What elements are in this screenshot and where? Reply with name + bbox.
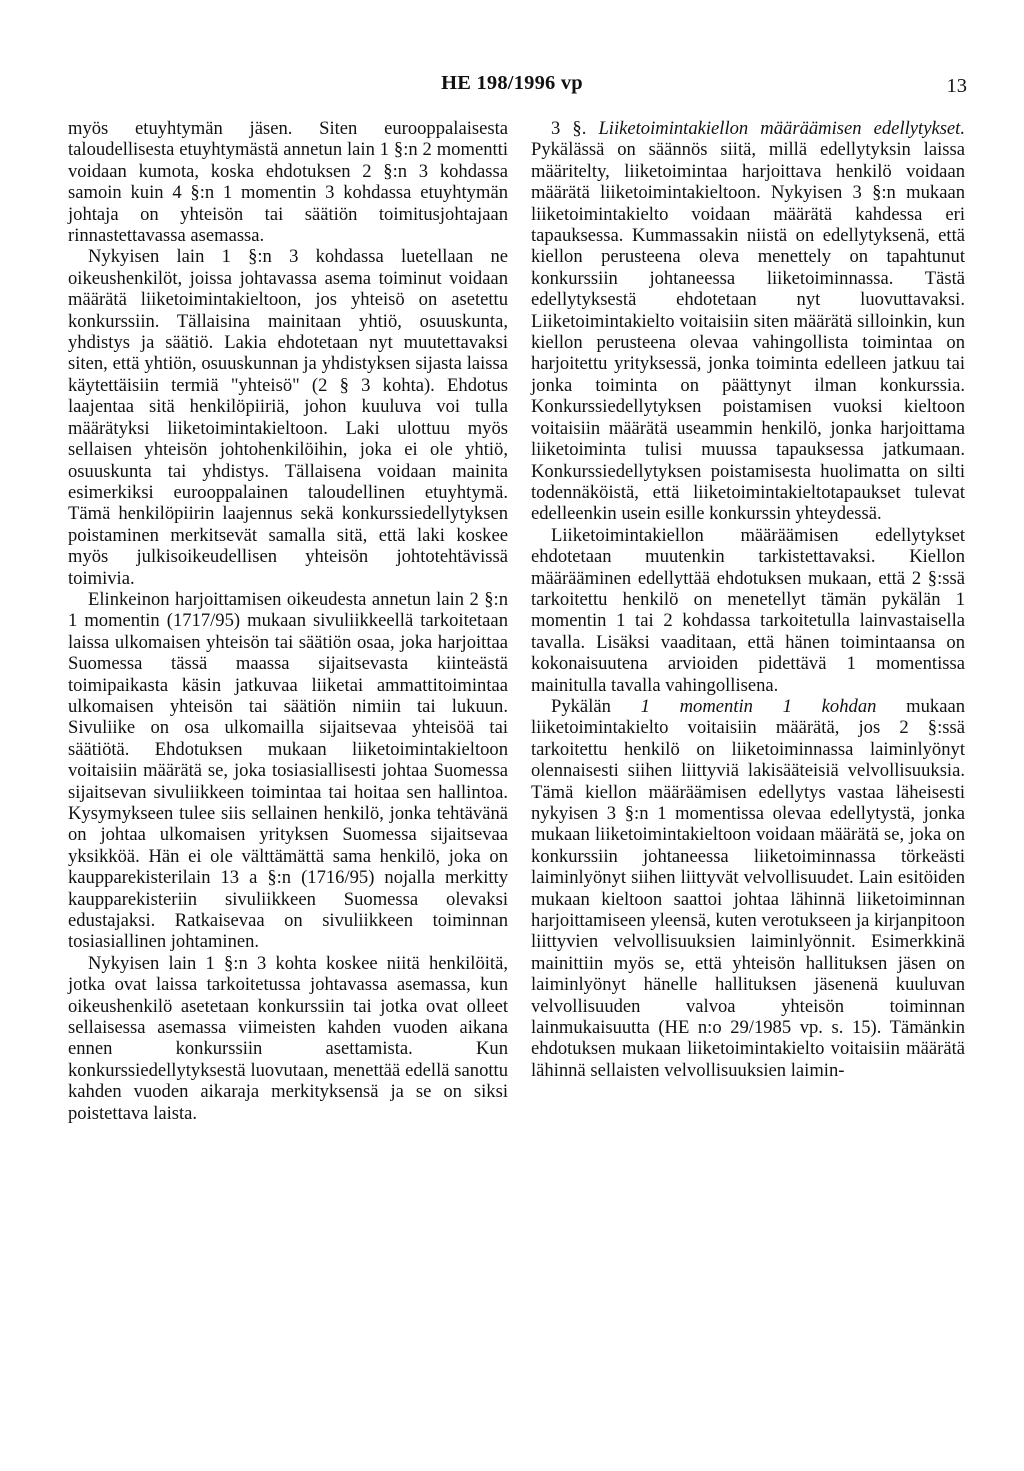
left-paragraph-1: myös etuyhtymän jäsen. Siten eurooppalaisesta taloudellisesta etuyhtymästä annetun lain 1 §:n 2 momentti voidaan kumota, koska ehdotuksen 2 §:n 3 kohdassa samoin kuin 4 §:n 1 momentin 3 kohdassa etuyhtymän johtaja on yhteisön tai säätiön toimitusjohtajaan rinnastettavassa asemassa.	[68, 118, 508, 247]
page-header	[0, 72, 1024, 102]
left-paragraph-3: Elinkeinon harjoittamisen oikeudesta annetun lain 2 §:n 1 momentin (1717/95) mukaan sivuliikkeellä tarkoitetaan laissa ulkomaisen yhteisön tai säätiön osaa, joka harjoittaa Suomessa tässä maassa sijaitsevasta kiinteästä toimipaikasta käsin jatkuvaa liiketai ammattitoimintaa ulkomaisen yhteisön tai säätiön nimiin tai lukuun. Sivuliike on osa ulkomailla sijaitsevaa yhteisöä tai säätiötä. Ehdotuksen mukaan liiketoimintakieltoon voitaisiin määrätä se, joka tosiasiallisesti johtaa Suomessa sijaitsevan sivuliikkeen toimintaa tai hoitaa sen hallintoa. Kysymykseen tulee siis sellainen henkilö, jonka tehtävänä on johtaa ulkomaisen yrityksen Suomessa sijaitsevaa yksikköä. Hän ei ole välttämättä sama henkilö, joka on kaupparekisterilain 13 a §:n (1716/95) nojalla merkitty kaupparekisteriin sivuliikkeen Suomessa olevaksi edustajaksi. Ratkaisevaa on sivuliikkeen toiminnan tosiasiallinen johtaminen.	[68, 588, 508, 953]
left-paragraph-2: Nykyisen lain 1 §:n 3 kohdassa luetellaan ne oikeushenkilöt, joissa johtavassa asema toiminut voidaan määrätä liiketoimintakieltoon, jos yhteisö on asetettu konkurssiin. Tällaisina mainitaan yhtiö, osuuskunta, yhdistys ja säätiö. Lakia ehdotetaan nyt muutettavaksi siten, että yhtiön, osuuskunnan ja yhdistyksen sijasta laissa käytettäisiin termiä "yhteisö" (2 § 3 kohta). Ehdotus laajentaa sitä henkilöpiiriä, johon kuuluva voi tulla määrätyksi liiketoimintakieltoon. Laki ulottuu myös sellaisen yhteisön johtohenkilöihin, joka ei ole yhtiö, osuuskunta tai yhdistys. Tällaisena voidaan mainita esimerkiksi eurooppalainen taloudellinen etuyhtymä. Tämä henkilöpiirin laajennus sekä konkurssiedellytyksen poistaminen merkitsevät samalla sitä, että laki koskee myös julkisoikeudellisen yhteisön johtotehtävissä toimivia.	[68, 246, 508, 589]
section-title: Liiketoimintakiellon määräämisen edellytykset.	[598, 118, 965, 139]
right-paragraph-2: Liiketoimintakiellon määräämisen edellytykset ehdotetaan muutenkin tarkistettavaksi. Kiellon määrääminen edellyttää ehdotuksen mukaan, että 2 §:ssä tarkoitettu henkilö on menetellyt tämän pykälän 1 momentin 1 tai 2 kohdassa tarkoitetulla lainvastaisella tavalla. Lisäksi vaaditaan, että hänen toimintaansa on kokonaisuutena arvioiden pidettävä 1 momentissa mainitulla tavalla vahingollisena.	[531, 524, 965, 696]
paragraph-3-prefix: Pykälän	[551, 695, 611, 717]
left-paragraph-4: Nykyisen lain 1 §:n 3 kohta koskee niitä henkilöitä, jotka ovat laissa tarkoitetussa johtavassa asemassa, kun oikeushenkilö asetetaan konkurssiin tai jotka ovat olleet sellaisessa asemassa viimeisten kahden vuoden aikana ennen konkurssiin asettamista. Kun konkurssiedellytyksestä luovutaan, menettää edellä sanottu kahden vuoden aikaraja merkityksensä ja se on siksi poistettava laista.	[68, 952, 508, 1124]
section-3-paragraph	[531, 118, 965, 525]
right-column	[531, 118, 965, 1081]
right-paragraph-3	[531, 696, 965, 1081]
section-text: Pykälässä on säännös siitä, millä edellytyksin laissa määritelty, liiketoimintaa harjoittava henkilö voidaan määrätä liiketoimintakieltoon. Nykyisen 3 §:n mukaan liiketoimintakielto voidaan määrätä kahdessa eri tapauksessa. Kummassakin niistä on edellytyksenä, että kiellon perusteena oleva menettely on tapahtunut konkurssiin johtaneessa liiketoiminnassa. Tästä edellytyksestä ehdotetaan nyt luovuttavaksi. Liiketoimintakielto voitaisiin siten määrätä silloinkin, kun kiellon perusteena olevaa vahingollista toimintaa on harjoitettu yrityksessä, jonka toiminta edelleen jatkuu tai jonka toiminta on päättynyt ilman konkurssia. Konkurssiedellytyksen poistamisen vuoksi kieltoon voitaisiin määrätä useammin henkilö, jonka harjoittama liiketoiminta tulisi muussa tapauksessa jatkumaan. Konkurssiedellytyksen poistamisesta huolimatta on silti todennäköistä, että liiketoimintakieltotapaukset tulevat edelleenkin usein esille konkurssin yhteydessä.	[531, 139, 965, 525]
left-column	[68, 118, 508, 1124]
section-number: 3 §.	[551, 118, 587, 139]
document-title: HE 198/1996 vp	[441, 72, 583, 94]
paragraph-3-text: mukaan liiketoimintakielto voitaisiin määrätä, jos 2 §:ssä tarkoitettu henkilö on liiketoiminnassa laiminlyönyt olennaisesti siihen liittyviä lakisääteisiä velvollisuuksia. Tämä kiellon määräämisen edellytys vastaa läheisesti nykyisen 3 §:n 1 momentissa olevaa edellytystä, jonka mukaan liiketoimintakieltoon voidaan määrätä se, joka on konkurssiin johtaneessa liiketoiminnassa törkeästi laiminlyönyt siihen liittyvät velvollisuudet. Lain esitöiden mukaan kieltoon saattoi johtaa lähinnä liiketoiminnan harjoittamiseen yleensä, kuten verotukseen ja kirjanpitoon liittyvien velvollisuuksien laiminlyönnit. Esimerkkinä mainittiin myös se, että yhteisön hallituksen jäsen on laiminlyönyt hänelle hallituksen jäsenenä kuuluvan velvollisuuden valvoa yhteisön toiminnan lainmukaisuutta (HE n:o 29/1985 vp. s. 15). Tämänkin ehdotuksen mukaan liiketoimintakielto voitaisiin määrätä lähinnä sellaisten velvollisuuksien laimin-	[531, 695, 965, 1081]
page-number: 13	[946, 75, 967, 97]
paragraph-3-italic-ref: 1 momentin 1 kohdan	[640, 695, 877, 717]
